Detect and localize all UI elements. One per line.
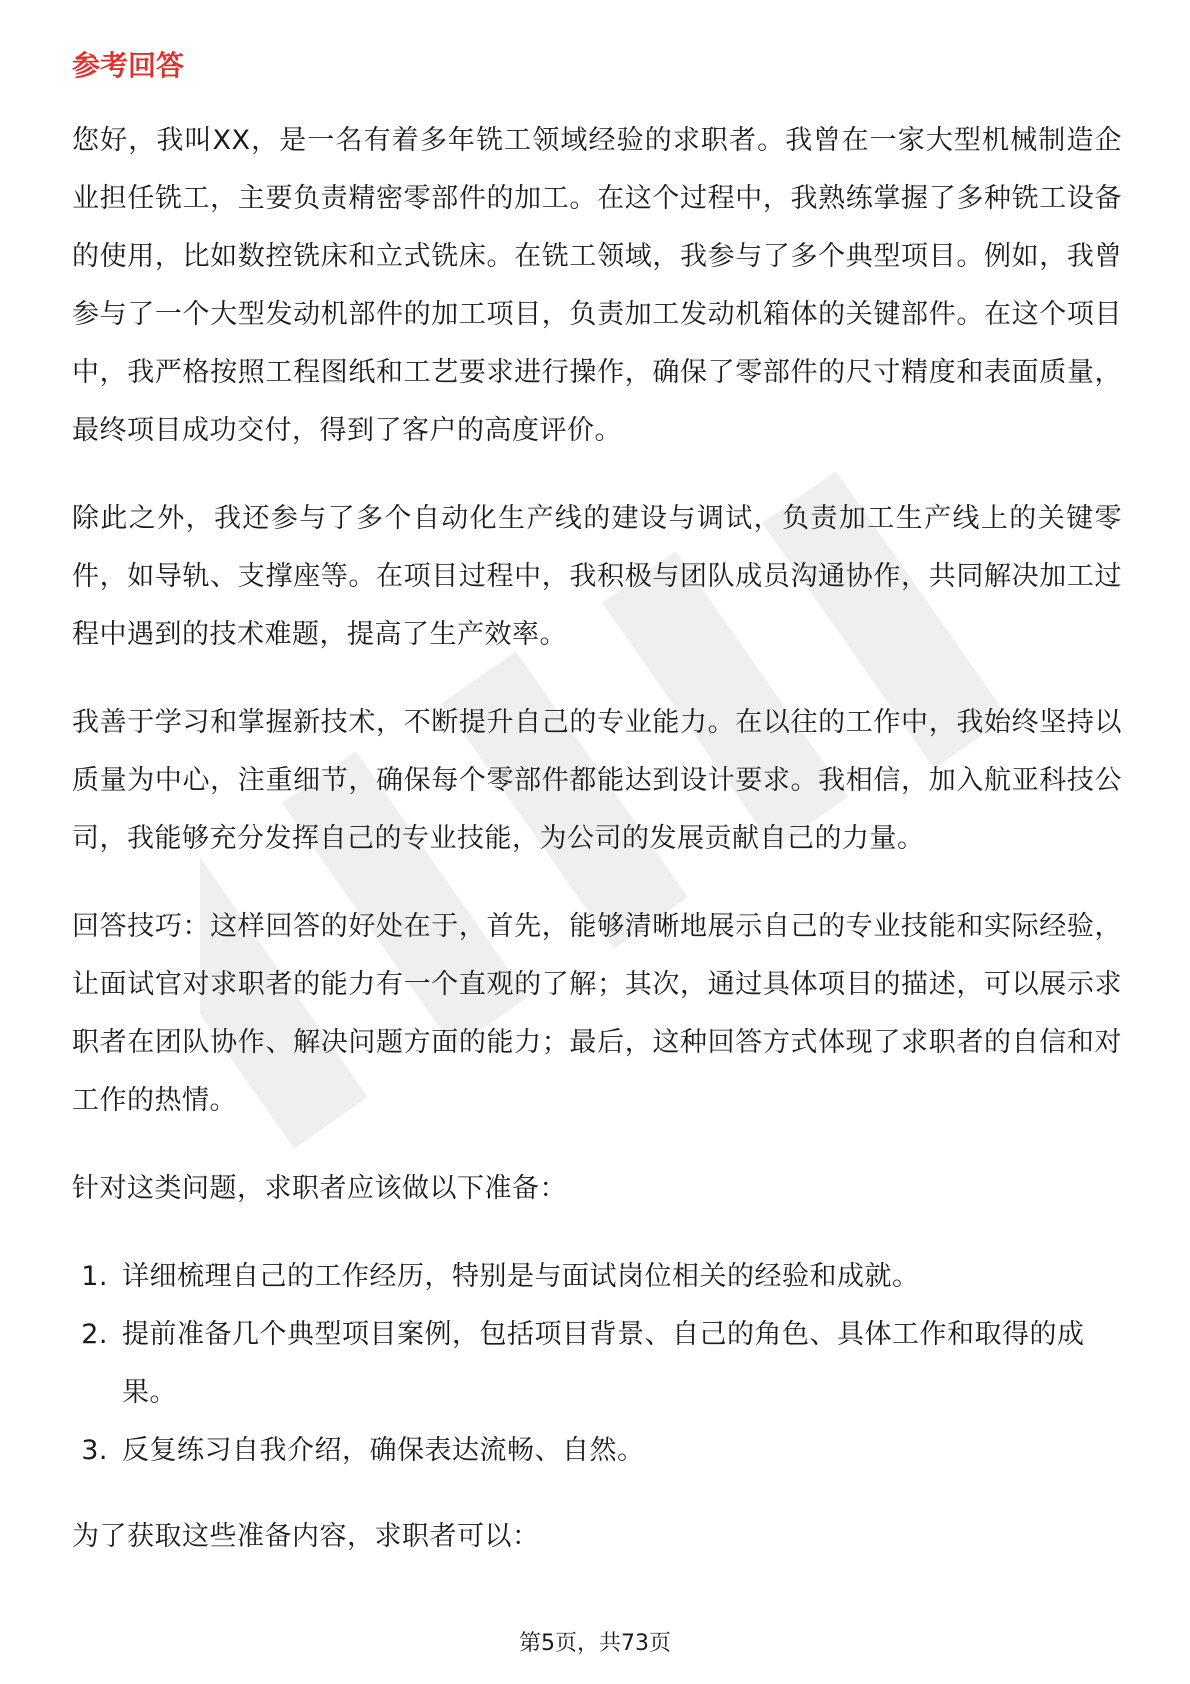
list-item [72,1248,1122,1306]
list-number: 3. [81,1435,108,1466]
list-text: 详细梳理自己的工作经历，特别是与面试岗位相关的经验和成就。 [122,1261,920,1292]
list-text: 提前准备几个典型项目案例，包括项目背景、自己的角色、具体工作和取得的成果。 [122,1319,1085,1408]
tips-paragraph: 回答技巧：这样回答的好处在于，首先，能够清晰地展示自己的专业技能和实际经验，让面试官对求职者的能力有一个直观的了解；其次，通过具体项目的描述，可以展示求职者在团队协作、解决问题方面的能力；最后，这种回答方式体现了求职者的自信和对工作的热情。 [72,911,1122,1116]
closing-paragraph: 为了获取这些准备内容，求职者可以： [72,1521,540,1552]
content-area [72,46,1122,1596]
section-title: 参考回答 [72,49,185,82]
answer-paragraph-1: 您好，我叫XX，是一名有着多年铣工领域经验的求职者。我曾在一家大型机械制造企业担任铣工，主要负责精密零部件的加工。在这个过程中，我熟练掌握了多种铣工设备的使用，比如数控铣床和立式铣床。在铣工领域，我参与了多个典型项目。例如，我曾参与了一个大型发动机部件的加工项目，负责加工发动机箱体的关键部件。在这个项目中，我严格按照工程图纸和工艺要求进行操作，确保了零部件的尺寸精度和表面质量，最终项目成功交付，得到了客户的高度评价。 [72,125,1122,446]
answer-paragraph-2: 除此之外，我还参与了多个自动化生产线的建设与调试，负责加工生产线上的关键零件，如导轨、支撑座等。在项目过程中，我积极与团队成员沟通协作，共同解决加工过程中遇到的技术难题，提高了生产效率。 [72,503,1122,650]
list-number: 1. [81,1261,108,1292]
preparation-intro: 针对这类问题，求职者应该做以下准备： [72,1173,567,1204]
preparation-list [72,1248,1122,1480]
list-text: 反复练习自我介绍，确保表达流畅、自然。 [122,1435,645,1466]
answer-paragraph-3: 我善于学习和掌握新技术，不断提升自己的专业能力。在以往的工作中，我始终坚持以质量为中心，注重细节，确保每个零部件都能达到设计要求。我相信，加入航亚科技公司，我能够充分发挥自己的专业技能，为公司的发展贡献自己的力量。 [72,707,1122,854]
page-number: 第5页，共73页 [519,1631,671,1656]
list-number: 2. [81,1319,108,1350]
list-item [72,1306,1122,1422]
list-item [72,1422,1122,1480]
